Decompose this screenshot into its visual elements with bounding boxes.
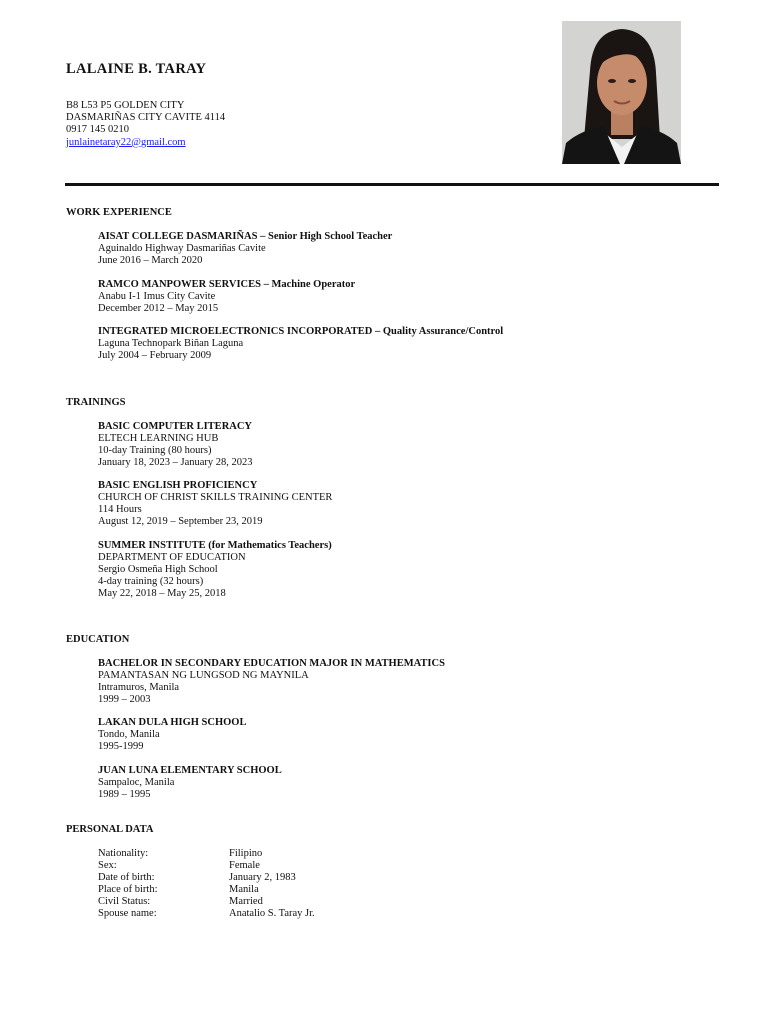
- work-location: Aguinaldo Highway Dasmariñas Cavite: [98, 242, 266, 254]
- profile-photo: [562, 21, 681, 164]
- training-line: May 22, 2018 – May 25, 2018: [98, 587, 226, 599]
- personal-value: Anatalio S. Taray Jr.: [229, 908, 315, 919]
- training-line: DEPARTMENT OF EDUCATION: [98, 551, 246, 563]
- phone-number: 0917 145 0210: [66, 124, 129, 136]
- address-line-1: B8 L53 P5 GOLDEN CITY: [66, 100, 185, 111]
- work-dates: July 2004 – February 2009: [98, 349, 212, 361]
- training-line: January 18, 2023 – January 28, 2023: [98, 456, 253, 468]
- education-line: 1999 – 2003: [98, 693, 151, 705]
- training-line: ELTECH LEARNING HUB: [98, 432, 219, 444]
- work-title: INTEGRATED MICROELECTRONICS INCORPORATED – Quality Assurance/Control: [98, 326, 504, 337]
- training-line: CHURCH OF CHRIST SKILLS TRAINING CENTER: [98, 491, 333, 503]
- personal-label: Spouse name:: [98, 908, 157, 919]
- personal-value: Female: [229, 860, 260, 871]
- education-title: LAKAN DULA HIGH SCHOOL: [98, 717, 247, 728]
- address-line-2: DASMARIÑAS CITY CAVITE 4114: [66, 112, 226, 124]
- work-entry: [98, 326, 503, 362]
- work-location: Laguna Technopark Biñan Laguna: [98, 337, 244, 349]
- personal-label: Civil Status:: [98, 896, 151, 907]
- training-entry: [98, 540, 332, 600]
- education-title: BACHELOR IN SECONDARY EDUCATION MAJOR IN MATHEMATICS: [98, 658, 445, 669]
- training-line: 10-day Training (80 hours): [98, 444, 212, 456]
- applicant-name: LALAINE B. TARAY: [66, 61, 207, 77]
- training-line: 4-day training (32 hours): [98, 575, 204, 587]
- training-line: August 12, 2019 – September 23, 2019: [98, 515, 263, 527]
- personal-label: Nationality:: [98, 848, 149, 859]
- work-title: RAMCO MANPOWER SERVICES – Machine Operator: [98, 279, 356, 290]
- education-entry: [98, 717, 246, 753]
- education-line: Sampaloc, Manila: [98, 776, 175, 788]
- work-entry: [98, 279, 355, 315]
- personal-value: January 2, 1983: [229, 872, 296, 883]
- education-heading: EDUCATION: [66, 634, 130, 645]
- personal-label: Sex:: [98, 860, 117, 871]
- email-link[interactable]: junlainetaray22@gmail.com: [66, 136, 186, 148]
- personal-data-heading: PERSONAL DATA: [66, 824, 154, 835]
- training-entry: [98, 421, 253, 469]
- education-line: 1995-1999: [98, 740, 144, 752]
- personal-value: Married: [229, 896, 263, 907]
- personal-label: Date of birth:: [98, 872, 155, 883]
- work-dates: December 2012 – May 2015: [98, 302, 219, 314]
- training-title: BASIC COMPUTER LITERACY: [98, 421, 253, 432]
- work-dates: June 2016 – March 2020: [98, 254, 203, 266]
- training-title: SUMMER INSTITUTE (for Mathematics Teachers): [98, 540, 332, 551]
- personal-label: Place of birth:: [98, 884, 158, 895]
- trainings-heading: TRAININGS: [66, 397, 126, 408]
- education-line: 1989 – 1995: [98, 788, 151, 800]
- training-line: 114 Hours: [98, 503, 142, 515]
- work-experience-heading: WORK EXPERIENCE: [66, 207, 172, 218]
- education-entry: [98, 765, 282, 801]
- education-entry: [98, 658, 445, 706]
- header-divider: [65, 183, 719, 186]
- training-line: Sergio Osmeña High School: [98, 563, 218, 575]
- work-title: AISAT COLLEGE DASMARIÑAS – Senior High School Teacher: [98, 231, 393, 242]
- work-entry: [98, 231, 392, 267]
- education-line: Tondo, Manila: [98, 728, 160, 740]
- training-entry: [98, 480, 332, 528]
- education-line: PAMANTASAN NG LUNGSOD NG MAYNILA: [98, 669, 309, 681]
- education-title: JUAN LUNA ELEMENTARY SCHOOL: [98, 765, 282, 776]
- contact-block: [66, 100, 225, 149]
- work-location: Anabu I-1 Imus City Cavite: [98, 290, 216, 302]
- personal-value: Manila: [229, 884, 259, 895]
- training-title: BASIC ENGLISH PROFICIENCY: [98, 480, 258, 491]
- personal-value: Filipino: [229, 848, 263, 859]
- education-line: Intramuros, Manila: [98, 681, 180, 693]
